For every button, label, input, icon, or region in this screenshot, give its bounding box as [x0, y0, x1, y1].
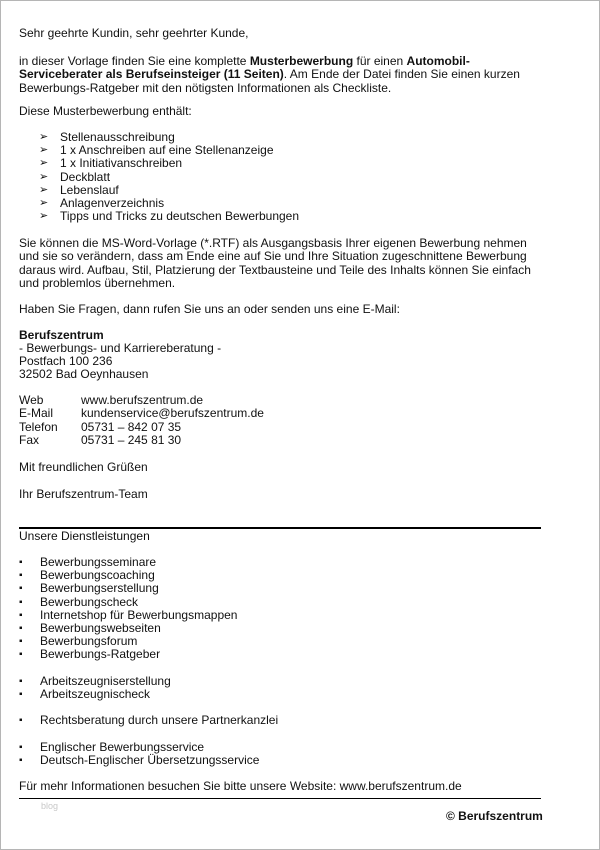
square-bullet-icon: ▪: [19, 636, 23, 648]
contact-details: [19, 394, 264, 448]
intro-text-3: . Am Ende der Datei finden Sie einen kurzen Bewerbungs-Ratgeber mit den nötigsten Informationen als Checkliste.: [19, 67, 520, 95]
intro-text-1: in dieser Vorlage finden Sie eine komplette: [19, 54, 250, 68]
square-bullet-icon: ▪: [19, 596, 23, 608]
square-bullet-icon: ▪: [19, 755, 23, 767]
service-item: [19, 688, 171, 701]
contact-value: kundenservice@berufszentrum.de: [81, 406, 264, 421]
square-bullet-icon: ▪: [19, 715, 23, 726]
square-bullet-icon: ▪: [19, 689, 23, 701]
service-item-label: Arbeitszeugnischeck: [40, 687, 151, 702]
signature: Ihr Berufszentrum-Team: [19, 487, 148, 501]
service-item-label: Bewerbungs-Ratgeber: [40, 647, 161, 662]
arrow-bullet-icon: ➢: [39, 183, 49, 196]
service-item-label: Englischer Bewerbungsservice: [40, 740, 205, 754]
service-item: [19, 714, 278, 727]
contact-row: [19, 421, 264, 434]
contact-label: E-Mail: [19, 406, 54, 421]
closing: Mit freundlichen Grüßen: [19, 460, 148, 474]
company-name: Berufszentrum: [19, 328, 104, 342]
contents-item-label: Tipps und Tricks zu deutschen Bewerbungen: [60, 209, 300, 224]
intro-text-2: für einen: [353, 54, 407, 68]
services-heading: Unsere Dienstleistungen: [19, 529, 150, 543]
contact-label: Web: [19, 393, 44, 407]
contact-value: www.berufszentrum.de: [81, 393, 204, 407]
arrow-bullet-icon: ➢: [39, 197, 49, 210]
arrow-bullet-icon: ➢: [39, 210, 49, 223]
contents-item-label: Deckblatt: [60, 169, 111, 184]
contact-value: 05731 – 842 07 35: [81, 419, 182, 434]
square-bullet-icon: ▪: [19, 676, 23, 687]
services-group-legal: [19, 714, 278, 727]
square-bullet-icon: ▪: [19, 609, 23, 621]
service-item-label: Bewerbungscheck: [40, 594, 139, 609]
company-tagline: - Bewerbungs- und Karriereberatung -: [19, 341, 222, 355]
square-bullet-icon: ▪: [19, 742, 23, 753]
contact-row: [19, 407, 264, 420]
service-item-label: Deutsch-Englischer Übersetzungsservice: [40, 753, 260, 768]
footer-divider: [19, 798, 541, 799]
contents-heading: Diese Musterbewerbung enthält:: [19, 104, 192, 118]
more-info-line: Für mehr Informationen besuchen Sie bitte unsere Website: www.berufszentrum.de: [19, 779, 462, 793]
salutation: Sehr geehrte Kundin, sehr geehrter Kunde,: [19, 26, 249, 40]
service-item-label: Bewerbungserstellung: [40, 581, 159, 596]
services-group-certificates: [19, 675, 171, 701]
contact-row: [19, 434, 264, 447]
service-item-label: Bewerbungswebseiten: [40, 621, 161, 636]
square-bullet-icon: ▪: [19, 570, 23, 582]
service-item-label: Bewerbungscoaching: [40, 568, 155, 583]
arrow-bullet-icon: ➢: [39, 131, 49, 143]
questions-line: Haben Sie Fragen, dann rufen Sie uns an oder senden uns eine E-Mail:: [19, 302, 400, 316]
intro-paragraph: [19, 55, 539, 95]
arrow-bullet-icon: ➢: [39, 144, 49, 157]
square-bullet-icon: ▪: [19, 623, 23, 635]
service-item: [19, 754, 259, 767]
contents-item-label: Lebenslauf: [60, 182, 119, 197]
copyright: © Berufszentrum: [446, 809, 543, 823]
square-bullet-icon: ▪: [19, 583, 23, 595]
contact-value: 05731 – 245 81 30: [81, 433, 182, 448]
word-template-paragraph: Sie können die MS-Word-Vorlage (*.RTF) als Ausgangsbasis Ihrer eigenen Bewerbung nehmen und sie so verändern, dass am Ende eine auf Sie und Ihre Situation zugeschnittene Bewerbung daraus wird. Aufbau, Stil, Platzierung der Textbausteine und Teile des Inhalts können Sie einfach und problemlos übernehmen.: [19, 236, 531, 291]
service-item-label: Bewerbungsforum: [40, 634, 138, 649]
service-item: [19, 648, 237, 661]
contents-item-label: Anlagenverzeichnis: [60, 196, 165, 211]
services-group-main: [19, 556, 237, 662]
intro-bold-1: Musterbewerbung: [249, 54, 354, 68]
square-bullet-icon: ▪: [19, 557, 23, 568]
arrow-bullet-icon: ➢: [39, 170, 49, 183]
intro-bold-2: Automobil-Serviceberater als Berufseinsteiger (11 Seiten): [19, 54, 470, 82]
arrow-bullet-icon: ➢: [39, 157, 49, 170]
company-city: 32502 Bad Oeynhausen: [19, 367, 149, 381]
contact-label: Fax: [19, 433, 40, 448]
contents-item-label: 1 x Initiativanschreiben: [60, 156, 183, 171]
square-bullet-icon: ▪: [19, 649, 23, 661]
contact-label: Telefon: [19, 419, 58, 434]
contents-item-label: Stellenausschreibung: [60, 130, 175, 144]
service-item-label: Bewerbungsseminare: [40, 555, 157, 569]
contents-item: [39, 210, 299, 223]
service-item-label: Rechtsberatung durch unsere Partnerkanzlei: [40, 713, 279, 727]
company-postbox: Postfach 100 236: [19, 354, 113, 368]
contents-item-label: 1 x Anschreiben auf eine Stellenanzeige: [60, 143, 274, 158]
services-group-english: [19, 741, 259, 767]
contact-row: [19, 394, 264, 407]
service-item-label: Arbeitszeugniserstellung: [40, 674, 171, 688]
contents-list: [39, 131, 299, 223]
watermark: blog: [41, 801, 59, 811]
service-item-label: Internetshop für Bewerbungsmappen: [40, 607, 238, 622]
